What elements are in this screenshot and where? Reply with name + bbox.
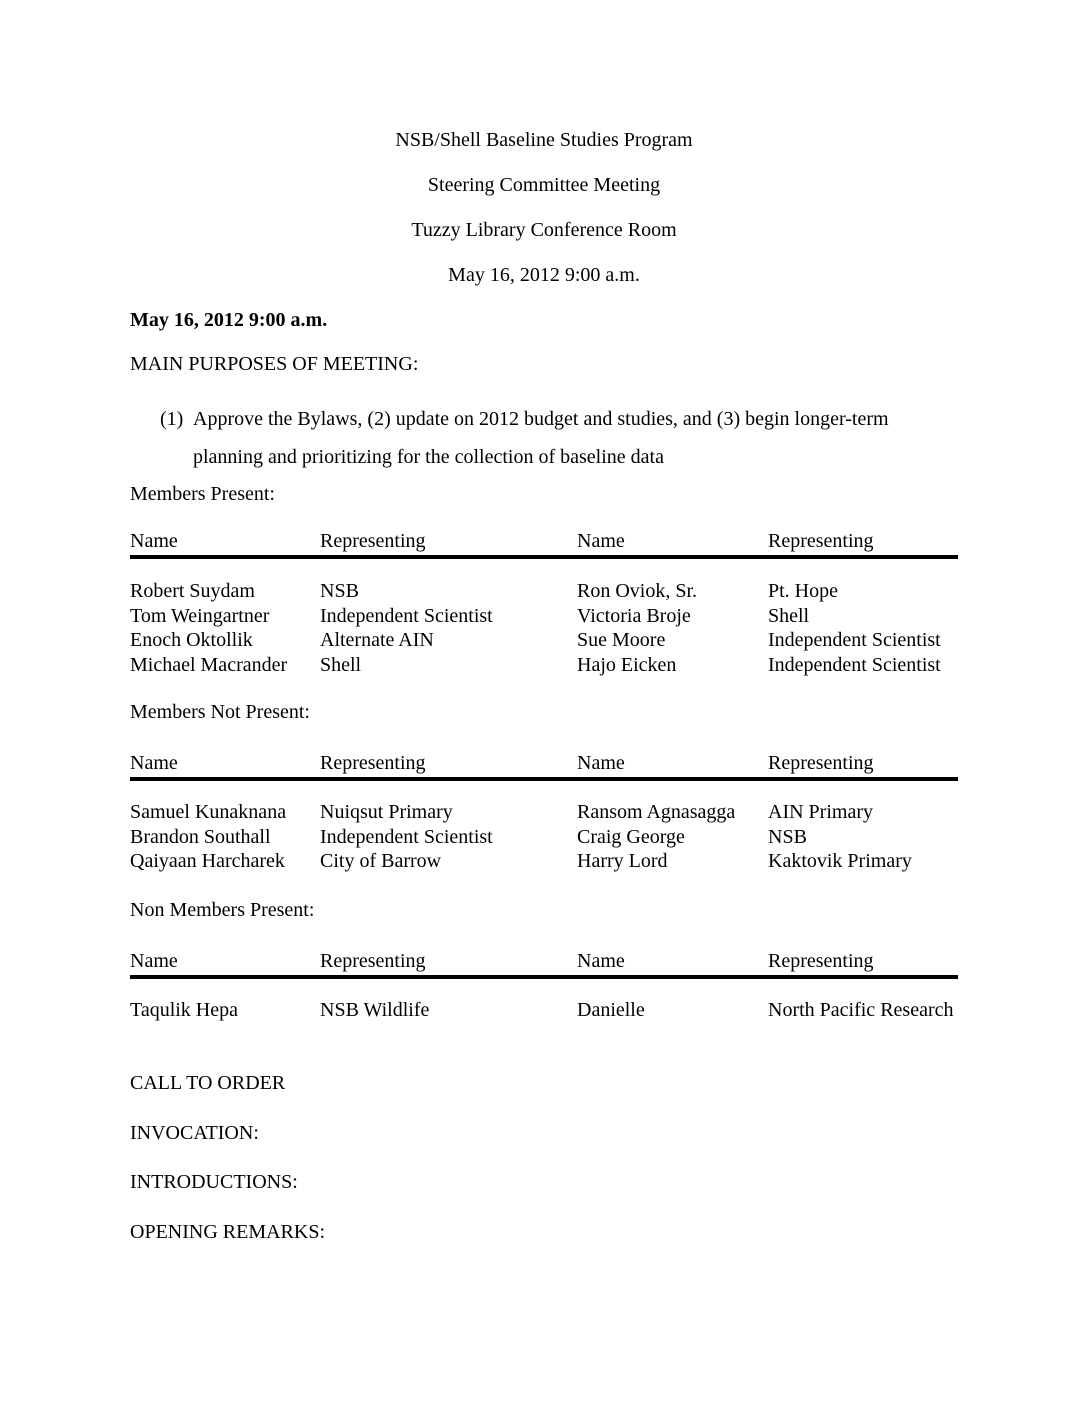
member-representing: Alternate AIN [320,629,434,651]
table-row [130,604,958,629]
agenda-invocation: INVOCATION: [130,1122,259,1144]
member-representing: NSB [768,825,807,848]
member-representing: Independent Scientist [768,653,941,676]
member-name: Robert Suydam [130,580,255,602]
member-representing: NSB [320,580,359,602]
member-representing: Pt. Hope [768,580,838,602]
column-header-representing: Representing [320,949,426,972]
member-name: Hajo Eicken [577,653,677,676]
member-name: Sue Moore [577,629,666,651]
non-members-present-table [130,949,958,1023]
member-representing: NSB Wildlife [320,998,430,1021]
column-header-name: Name [130,530,178,552]
column-header-name: Name [130,949,178,972]
member-name: Tom Weingartner [130,604,270,627]
members-not-present-heading: Members Not Present: [130,701,310,723]
title-block [130,128,958,287]
column-header-representing: Representing [320,752,426,774]
member-name: Craig George [577,825,685,848]
member-name: Samuel Kunaknana [130,801,287,823]
column-header-name: Name [577,530,625,552]
non-members-present-heading: Non Members Present: [130,898,315,921]
purpose-item [160,407,958,469]
members-not-present-rows [130,800,958,874]
table-rule [130,777,958,781]
members-not-present-table [130,751,958,874]
members-present-heading: Members Present: [130,483,275,505]
member-representing: Independent Scientist [320,825,493,848]
member-name: Enoch Oktollik [130,629,253,651]
table-row [130,998,958,1023]
column-header-representing: Representing [768,530,874,552]
member-representing: Independent Scientist [320,604,493,627]
table-row [130,579,958,604]
date-heading: May 16, 2012 9:00 a.m. [130,309,328,331]
purpose-item-marker: (1) [160,408,184,430]
member-representing: Nuiqsut Primary [320,801,453,823]
table-row [130,653,958,678]
purpose-line-1: Approve the Bylaws, (2) update on 2012 budget and studies, and (3) begin longer-term [193,408,889,430]
table-row [130,800,958,825]
member-representing: City of Barrow [320,850,442,872]
non-members-present-header-row [130,949,958,973]
column-header-name: Name [577,752,625,774]
member-representing: North Pacific Research [768,998,954,1021]
purpose-heading: MAIN PURPOSES OF MEETING: [130,353,419,375]
table-rule [130,975,958,979]
members-not-present-header-row [130,751,958,775]
member-representing: Shell [320,653,362,676]
member-representing: AIN Primary [768,801,873,823]
table-row [130,825,958,850]
member-name: Ransom Agnasagga [577,801,736,823]
members-present-header-row [130,529,958,553]
member-name: Harry Lord [577,850,668,872]
doc-title-line-4: May 16, 2012 9:00 a.m. [448,264,640,286]
member-name: Danielle [577,998,645,1021]
purpose-line-2: planning and prioritizing for the collection of baseline data [193,446,664,468]
member-representing: Kaktovik Primary [768,850,912,872]
doc-title-line-2: Steering Committee Meeting [427,174,661,196]
column-header-representing: Representing [768,752,874,774]
table-row [130,849,958,874]
member-name: Ron Oviok, Sr. [577,580,698,602]
doc-title-line-1: NSB/Shell Baseline Studies Program [395,129,693,151]
table-rule [130,555,958,559]
member-name: Michael Macrander [130,653,288,676]
member-name: Taqulik Hepa [130,998,239,1021]
column-header-representing: Representing [320,530,426,552]
column-header-representing: Representing [768,949,874,972]
agenda-introductions: INTRODUCTIONS: [130,1171,298,1193]
members-present-table [130,529,958,677]
agenda-call-to-order: CALL TO ORDER [130,1072,286,1094]
agenda-opening-remarks: OPENING REMARKS: [130,1221,326,1243]
purpose-item-text [193,407,958,469]
doc-title-line-3: Tuzzy Library Conference Room [411,219,677,241]
column-header-name: Name [130,752,178,774]
member-name: Brandon Southall [130,825,271,848]
column-header-name: Name [577,949,625,972]
member-name: Victoria Broje [577,604,691,627]
members-present-rows [130,579,958,677]
member-name: Qaiyaan Harcharek [130,850,285,872]
member-representing: Independent Scientist [768,629,941,651]
table-row [130,628,958,653]
member-representing: Shell [768,604,810,627]
non-members-present-rows [130,998,958,1023]
